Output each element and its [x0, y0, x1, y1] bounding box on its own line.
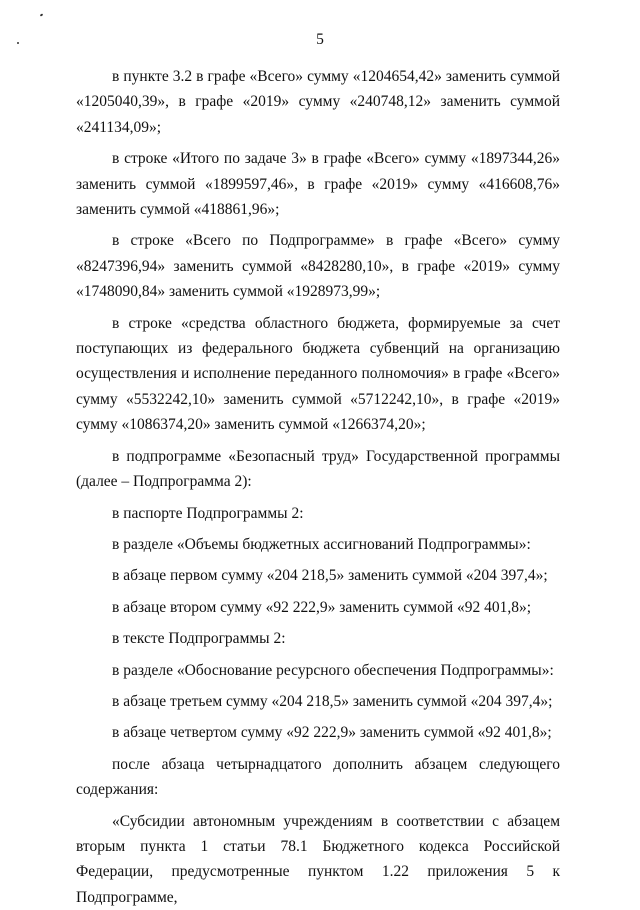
paragraph: в тексте Подпрограммы 2: — [112, 630, 286, 648]
paragraph: в абзаце четвертом сумму «92 222,9» заменить суммой «92 401,8»; — [112, 724, 552, 742]
paragraph: «Субсидии автономным учреждениям в соответствии с абзацем вторым пункта 1 статьи 78.1 Бюджетного кодекса Российской Федерации, предусмотренные пунктом 1.22 приложения 5 к Подпрограмме, — [76, 812, 560, 906]
paragraph: в подпрограмме «Безопасный труд» Государственной программы (далее – Подпрограмма 2): — [76, 447, 560, 491]
paragraph: в строке «Всего по Подпрограмме» в графе «Всего» сумму «8247396,94» заменить суммой «8428280,10», в графе «2019» сумму «1748090,84» заменить суммой «1928973,99»; — [76, 232, 560, 301]
paragraph: в разделе «Объемы бюджетных ассигнований Подпрограммы»: — [112, 535, 531, 553]
page-number: 5 — [316, 31, 324, 48]
paragraph: в строке «Итого по задаче 3» в графе «Всего» сумму «1897344,26» заменить суммой «1899597,46», в графе «2019» сумму «416608,76» заменить суммой «418861,96»; — [76, 150, 560, 219]
paragraph: в абзаце третьем сумму «204 218,5» заменить суммой «204 397,4»; — [112, 692, 553, 710]
paragraph: в пункте 3.2 в графе «Всего» сумму «1204654,42» заменить суммой «1205040,39», в графе «2019» сумму «240748,12» заменить суммой «241134,09»; — [76, 68, 560, 136]
paragraph: в абзаце втором сумму «92 222,9» заменить суммой «92 401,8»; — [112, 598, 532, 616]
scan-speck — [40, 13, 44, 16]
paragraph: в паспорте Подпрограммы 2: — [112, 504, 304, 522]
paragraph: после абзаца четырнадцатого дополнить абзацем следующего содержания: — [76, 755, 560, 799]
paragraph: в разделе «Обоснование ресурсного обеспечения Подпрограммы»: — [112, 661, 554, 679]
document-body — [76, 64, 560, 910]
paragraph: в абзаце первом сумму «204 218,5» заменить суммой «204 397,4»; — [112, 567, 548, 585]
paragraph: в строке «средства областного бюджета, формируемые за счет поступающих из федерального бюджета субвенций на организацию осуществления и исполнение переданного полномочия» в графе «Всего» сумму «5532242,10» заменить суммой «5712242,10», в графе «2019» сумму «1086374,20» заменить суммой «1266374,20»; — [76, 314, 560, 434]
